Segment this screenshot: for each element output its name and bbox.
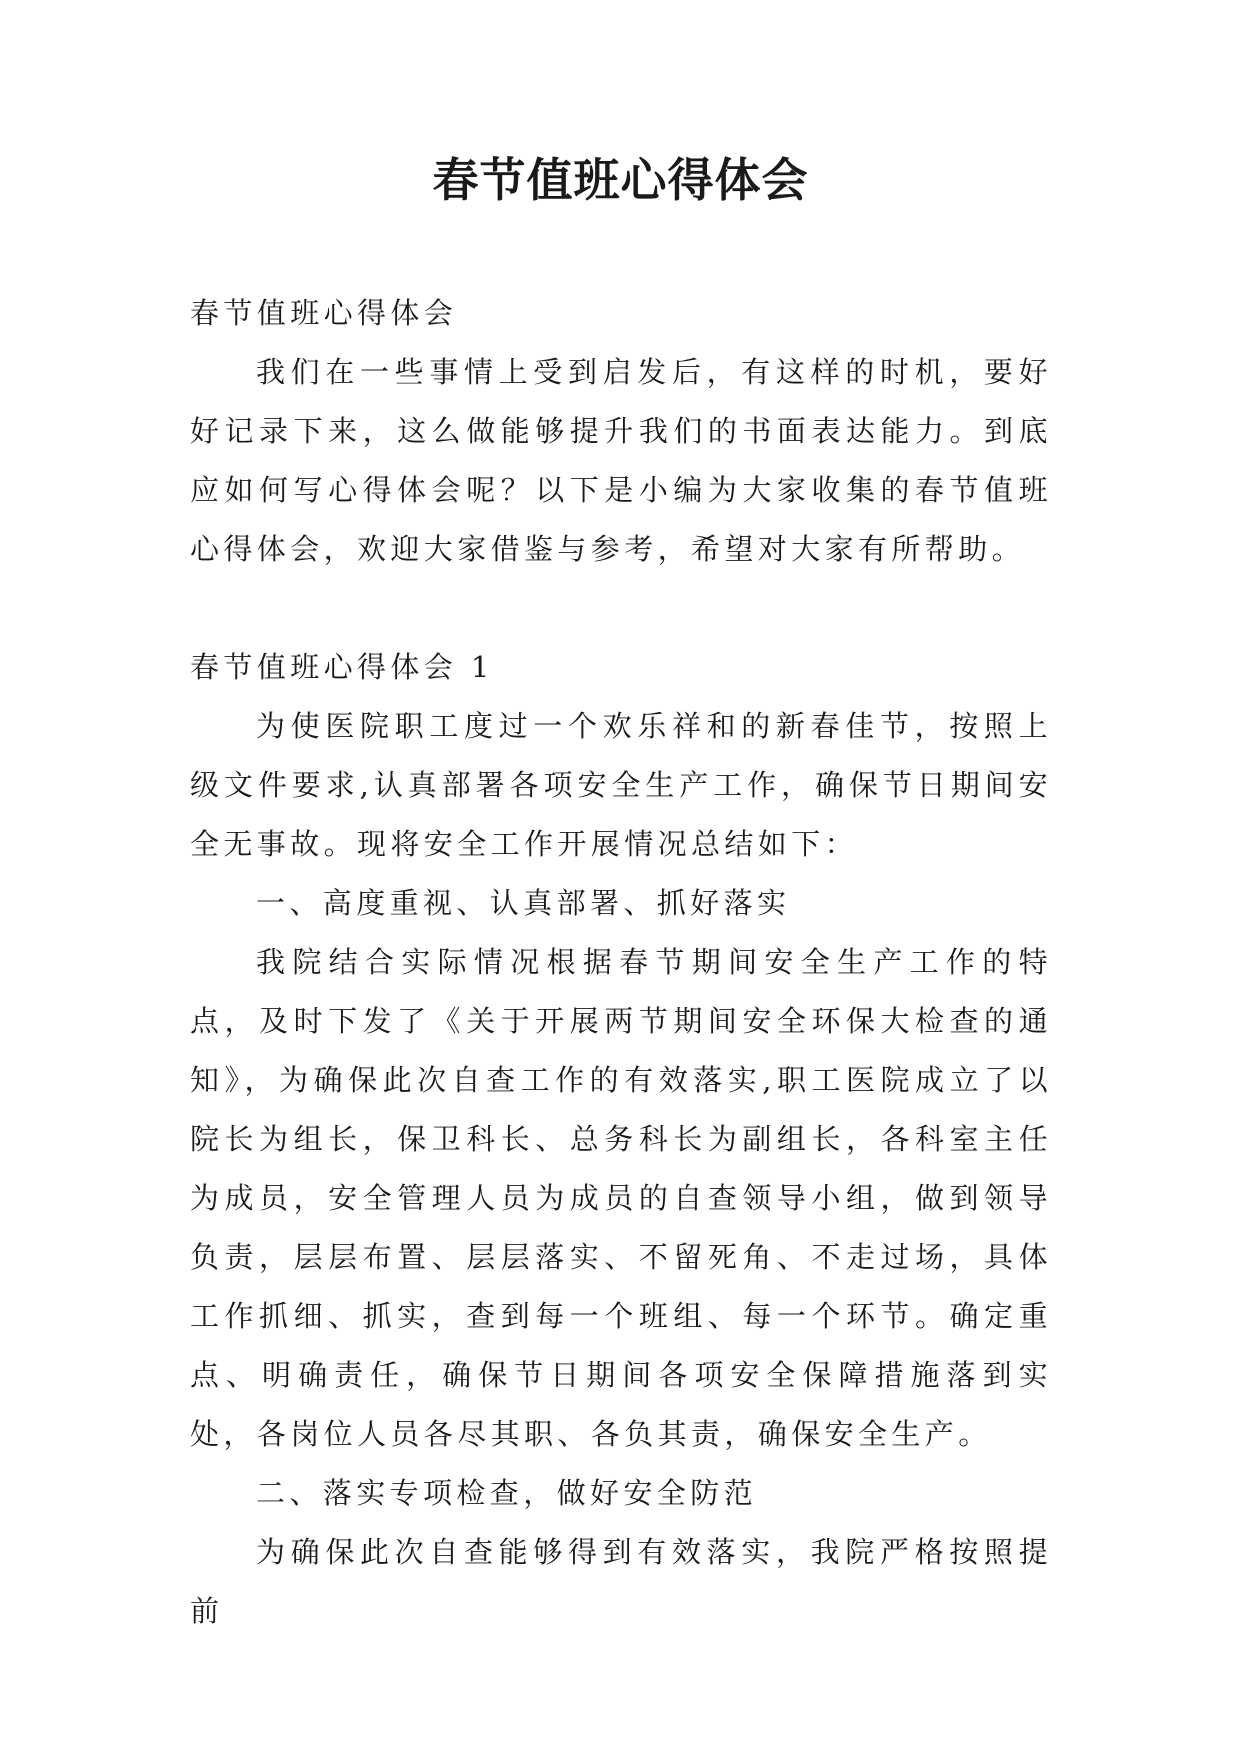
intro-paragraph: 我们在一些事情上受到启发后，有这样的时机，要好好记录下来，这么做能够提升我们的书面表达能力。到底应如何写心得体会呢？以下是小编为大家收集的春节值班心得体会，欢迎大家借鉴与参考，希望对大家有所帮助。 <box>190 355 1052 566</box>
subheading-two: 二、落实专项检查，做好安全防范 <box>256 1476 758 1510</box>
body-paragraph: 我院结合实际情况根据春节期间安全生产工作的特点，及时下发了《关于开展两节期间安全环保大检查的通知》，为确保此次自查工作的有效落实,职工医院成立了以院长为组长，保卫科长、总务科长为副组长，各科室主任为成员，安全管理人员为成员的自查领导小组，做到领导负责，层层布置、层层落实、不留死角、不走过场，具体工作抓细、抓实，查到每一个班组、每一个环节。确定重点、明确责任，确保节日期间各项安全保障措施落到实处，各岗位人员各尽其职、各负其责，确保安全生产。 <box>190 945 1052 1451</box>
subheading-one: 一、高度重视、认真部署、抓好落实 <box>256 886 791 920</box>
paragraph-spacer <box>190 579 1052 638</box>
section-heading: 春节值班心得体会 <box>190 296 458 330</box>
body-paragraph: 为使医院职工度过一个欢乐祥和的新春佳节，按照上级文件要求,认真部署各项安全生产工作，确保节日期间安全无事故。现将安全工作开展情况总结如下： <box>190 709 1052 861</box>
body-paragraph: 为确保此次自查能够得到有效落实，我院严格按照提前 <box>190 1535 1052 1628</box>
section-heading-1: 春节值班心得体会 1 <box>190 650 494 684</box>
document-body <box>190 284 1052 1641</box>
document-title: 春节值班心得体会 <box>432 153 809 207</box>
